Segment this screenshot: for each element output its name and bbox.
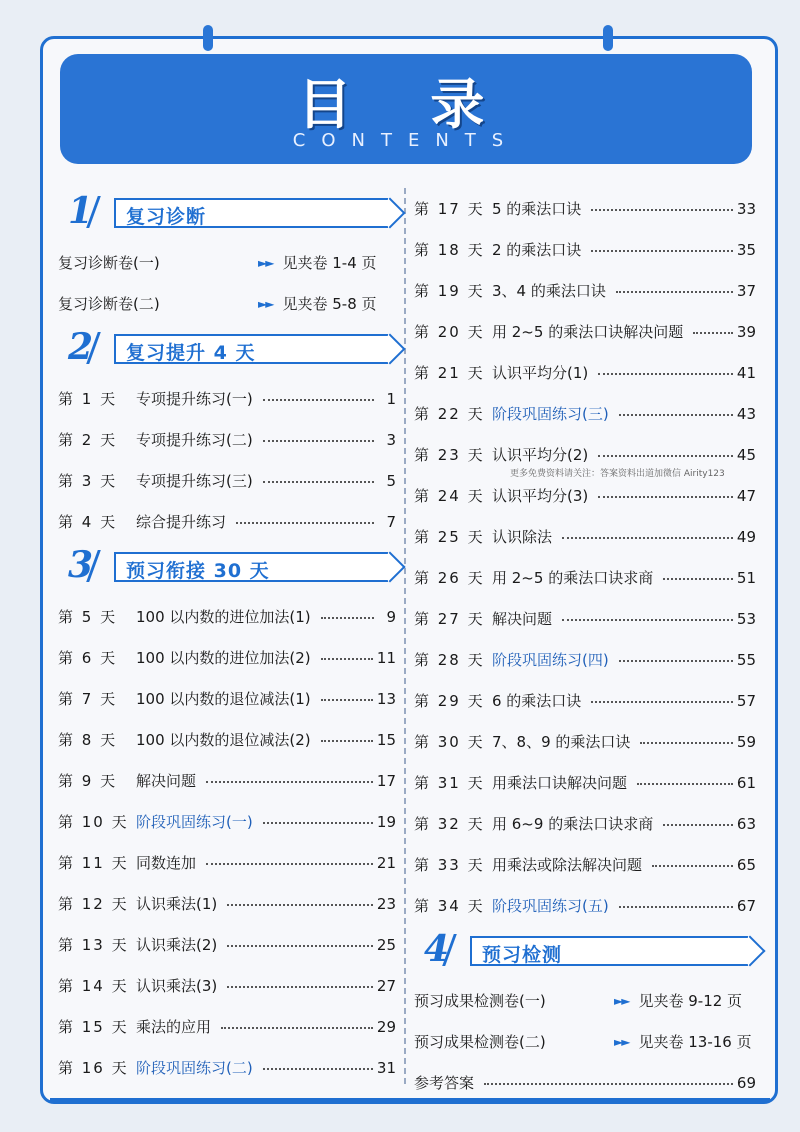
dot-leader [263, 816, 373, 824]
page-number: 51 [736, 568, 756, 587]
day-label: 第 18 天 [414, 241, 485, 259]
dot-leader [562, 531, 733, 539]
entry-title: 用 6~9 的乘法口诀求商 [492, 815, 654, 833]
page-number: 47 [736, 486, 756, 505]
ref-pages: 见夹卷 9-12 页 [638, 992, 743, 1010]
dot-leader [598, 490, 733, 498]
toc-entry[interactable] [58, 1047, 396, 1088]
toc-list [414, 188, 756, 926]
entry-title: 用 2~5 的乘法口诀解决问题 [492, 323, 684, 341]
page-number: 29 [376, 1017, 396, 1036]
entry-title: 用乘法口诀解决问题 [492, 774, 628, 792]
day-label: 第 32 天 [414, 815, 485, 833]
toc-entry[interactable] [414, 311, 756, 352]
dot-leader [591, 203, 733, 211]
dot-leader [598, 367, 733, 375]
entry-title: 专项提升练习(三) [136, 472, 253, 490]
toc-entry[interactable] [414, 352, 756, 393]
section-label-box [470, 936, 748, 966]
page-number: 63 [736, 814, 756, 833]
day-label: 第 21 天 [414, 364, 485, 382]
toc-entry[interactable] [414, 803, 756, 844]
entry-title: 100 以内数的退位减法(2) [136, 731, 311, 749]
toc-entry[interactable] [58, 637, 396, 678]
dot-leader [663, 818, 733, 826]
entry-title: 7、8、9 的乘法口诀 [492, 733, 631, 751]
entry-title: 用 2~5 的乘法口诀求商 [492, 569, 654, 587]
day-label: 第 29 天 [414, 692, 485, 710]
page-number: 25 [376, 935, 396, 954]
page-number: 33 [736, 199, 756, 218]
entry-title: 100 以内数的退位减法(1) [136, 690, 311, 708]
dot-leader [321, 652, 373, 660]
day-label: 第 14 天 [58, 977, 129, 995]
entry-title: 2 的乘法口诀 [492, 241, 582, 259]
day-label: 第 23 天 [414, 446, 485, 464]
dot-leader [321, 734, 373, 742]
entry-title: 阶段巩固练习(一) [136, 813, 253, 831]
dot-leader [562, 613, 733, 621]
page-number: 69 [736, 1073, 756, 1092]
day-label: 第 20 天 [414, 323, 485, 341]
page-number: 7 [386, 512, 396, 531]
toc-entry[interactable] [414, 270, 756, 311]
section-1-header [58, 190, 396, 232]
dot-leader [206, 857, 373, 865]
section-3-header [58, 544, 396, 586]
page-number: 31 [376, 1058, 396, 1077]
entry-title: 解决问题 [136, 772, 197, 790]
right-column [414, 188, 756, 1103]
toc-entry[interactable] [58, 924, 396, 965]
toc-entry[interactable] [414, 639, 756, 680]
left-column [58, 188, 396, 1088]
dot-leader [652, 859, 733, 867]
page-number: 39 [736, 322, 756, 341]
toc-entry[interactable] [414, 393, 756, 434]
dot-leader [236, 516, 374, 524]
binder-pin [603, 25, 613, 51]
dot-leader [663, 572, 733, 580]
column-divider [404, 188, 406, 1084]
entry-title: 解决问题 [492, 610, 553, 628]
day-label: 第 13 天 [58, 936, 129, 954]
entry-title: 3、4 的乘法口诀 [492, 282, 606, 300]
section-4-header [414, 928, 756, 970]
page-number: 49 [736, 527, 756, 546]
toc-entry[interactable] [58, 419, 396, 460]
double-arrow-icon: ►► [258, 296, 273, 311]
toc-entry[interactable] [414, 762, 756, 803]
entry-title: 5 的乘法口诀 [492, 200, 582, 218]
day-label: 第 27 天 [414, 610, 485, 628]
section-label: 预习检测 [482, 944, 563, 966]
section-number: 2 [68, 326, 94, 368]
day-label: 第 15 天 [58, 1018, 129, 1036]
day-label: 第 11 天 [58, 854, 129, 872]
toc-entry[interactable] [414, 557, 756, 598]
day-label: 第 26 天 [414, 569, 485, 587]
dot-leader [619, 900, 733, 908]
page-number: 55 [736, 650, 756, 669]
entry-title: 乘法的应用 [136, 1018, 212, 1036]
entry-title: 6 的乘法口诀 [492, 692, 582, 710]
page-number: 45 [736, 445, 756, 464]
entry-title: 阶段巩固练习(四) [492, 651, 609, 669]
section-label: 复习诊断 [126, 206, 207, 228]
page-number: 3 [386, 430, 396, 449]
section-number: 3 [68, 544, 94, 586]
day-label: 第 24 天 [414, 487, 485, 505]
entry-title: 100 以内数的进位加法(1) [136, 608, 311, 626]
dot-leader [227, 939, 373, 947]
section-label-box [114, 334, 388, 364]
bottom-border [50, 1098, 770, 1108]
day-label: 第 30 天 [414, 733, 485, 751]
day-label: 第 6 天 [58, 649, 118, 667]
entry-title: 阶段巩固练习(五) [492, 897, 609, 915]
dot-leader [221, 1021, 373, 1029]
entry-title: 专项提升练习(一) [136, 390, 253, 408]
ref-name: 预习成果检测卷(一) [414, 992, 546, 1010]
toc-entry[interactable] [58, 760, 396, 801]
toc-entry[interactable] [414, 721, 756, 762]
toc-entry[interactable] [58, 965, 396, 1006]
page-number: 5 [386, 471, 396, 490]
entry-title: 用乘法或除法解决问题 [492, 856, 643, 874]
page-number: 53 [736, 609, 756, 628]
dot-leader [619, 408, 733, 416]
ref-item[interactable] [58, 283, 396, 324]
toc-entry[interactable] [58, 501, 396, 542]
page-number: 15 [376, 730, 396, 749]
watermark-text: 更多免费资料请关注：答案资料出道加微信 Airity123 [510, 469, 725, 479]
day-label: 第 31 天 [414, 774, 485, 792]
dot-leader [263, 1062, 373, 1070]
ref-item[interactable] [414, 980, 756, 1021]
day-label: 第 22 天 [414, 405, 485, 423]
ref-name: 复习诊断卷(二) [58, 295, 160, 313]
day-label: 第 33 天 [414, 856, 485, 874]
entry-title: 综合提升练习 [136, 513, 227, 531]
dot-leader [263, 393, 374, 401]
page-number: 21 [376, 853, 396, 872]
page-title: 目 录 [297, 73, 515, 136]
page-number: 57 [736, 691, 756, 710]
dot-leader [637, 777, 733, 785]
entry-title: 认识除法 [492, 528, 553, 546]
binder-pin [203, 25, 213, 51]
page-subtitle: CONTENTS [292, 130, 520, 151]
day-label: 第 28 天 [414, 651, 485, 669]
day-label: 第 2 天 [58, 431, 118, 449]
toc-entry[interactable] [58, 596, 396, 637]
toc-entry[interactable] [58, 719, 396, 760]
ref-pages: 见夹卷 5-8 页 [282, 295, 377, 313]
double-arrow-icon: ►► [258, 255, 273, 270]
page-number: 37 [736, 281, 756, 300]
entry-title: 认识乘法(2) [136, 936, 218, 954]
section-number: 1 [68, 190, 94, 232]
page-number: 65 [736, 855, 756, 874]
entry-title: 认识乘法(3) [136, 977, 218, 995]
toc-entry[interactable] [58, 801, 396, 842]
day-label: 第 7 天 [58, 690, 118, 708]
day-label: 第 25 天 [414, 528, 485, 546]
toc-entry[interactable] [58, 842, 396, 883]
ref-name: 复习诊断卷(一) [58, 254, 160, 272]
dot-leader [640, 736, 733, 744]
dot-leader [263, 434, 374, 442]
ref-item[interactable] [414, 1021, 756, 1062]
section-label: 复习提升 4 天 [126, 342, 256, 364]
dot-leader [616, 285, 733, 293]
page-number: 35 [736, 240, 756, 259]
toc-entry[interactable] [414, 516, 756, 557]
dot-leader [263, 475, 374, 483]
dot-leader [598, 449, 733, 457]
page-number: 43 [736, 404, 756, 423]
section-label: 预习衔接 30 天 [126, 560, 270, 582]
day-label: 第 19 天 [414, 282, 485, 300]
toc-entry[interactable] [414, 475, 756, 516]
day-label: 第 8 天 [58, 731, 118, 749]
day-label: 第 3 天 [58, 472, 118, 490]
section-label-box [114, 552, 388, 582]
toc-entry[interactable] [414, 844, 756, 885]
toc-entry[interactable] [414, 188, 756, 229]
entry-title: 阶段巩固练习(三) [492, 405, 609, 423]
dot-leader [693, 326, 733, 334]
day-label: 第 16 天 [58, 1059, 129, 1077]
ref-pages: 见夹卷 1-4 页 [282, 254, 377, 272]
ref-name: 预习成果检测卷(二) [414, 1033, 546, 1051]
page-number: 11 [376, 648, 396, 667]
dot-leader [321, 611, 374, 619]
answers-entry[interactable] [414, 1062, 756, 1103]
page-number: 19 [376, 812, 396, 831]
page-number: 13 [376, 689, 396, 708]
entry-title: 认识乘法(1) [136, 895, 218, 913]
dot-leader [619, 654, 733, 662]
entry-title: 专项提升练习(二) [136, 431, 253, 449]
day-label: 第 17 天 [414, 200, 485, 218]
page-number: 61 [736, 773, 756, 792]
day-label: 第 12 天 [58, 895, 129, 913]
day-label: 第 1 天 [58, 390, 118, 408]
double-arrow-icon: ►► [614, 993, 629, 1008]
title-banner [60, 54, 752, 164]
toc-entry[interactable] [414, 598, 756, 639]
day-label: 第 4 天 [58, 513, 118, 531]
page-number: 59 [736, 732, 756, 751]
entry-title: 认识平均分(2) [492, 446, 589, 464]
ref-item[interactable] [58, 242, 396, 283]
toc-entry[interactable] [414, 885, 756, 926]
entry-title: 认识平均分(3) [492, 487, 589, 505]
page-number: 67 [736, 896, 756, 915]
section-number: 4 [424, 928, 450, 970]
toc-list [58, 378, 396, 542]
dot-leader [227, 980, 373, 988]
answers-title: 参考答案 [414, 1074, 475, 1092]
section-2-header [58, 326, 396, 368]
page-number: 23 [376, 894, 396, 913]
ref-pages: 见夹卷 13-16 页 [638, 1033, 752, 1051]
dot-leader [484, 1077, 733, 1085]
toc-entry[interactable] [58, 883, 396, 924]
page-number: 17 [376, 771, 396, 790]
day-label: 第 5 天 [58, 608, 118, 626]
dot-leader [321, 693, 373, 701]
dot-leader [591, 244, 733, 252]
page-number: 1 [386, 389, 396, 408]
toc-entry[interactable] [414, 229, 756, 270]
page-number: 27 [376, 976, 396, 995]
day-label: 第 9 天 [58, 772, 118, 790]
entry-title: 100 以内数的进位加法(2) [136, 649, 311, 667]
page-number: 41 [736, 363, 756, 382]
toc-list [58, 596, 396, 1088]
toc-entry[interactable] [414, 680, 756, 721]
toc-entry[interactable] [58, 378, 396, 419]
dot-leader [591, 695, 733, 703]
entry-title: 认识平均分(1) [492, 364, 589, 382]
day-label: 第 10 天 [58, 813, 129, 831]
toc-entry[interactable] [58, 1006, 396, 1047]
day-label: 第 34 天 [414, 897, 485, 915]
double-arrow-icon: ►► [614, 1034, 629, 1049]
entry-title: 同数连加 [136, 854, 197, 872]
toc-entry[interactable] [58, 460, 396, 501]
section-label-box [114, 198, 388, 228]
dot-leader [206, 775, 373, 783]
entry-title: 阶段巩固练习(二) [136, 1059, 253, 1077]
page-number: 9 [386, 607, 396, 626]
toc-entry[interactable] [58, 678, 396, 719]
dot-leader [227, 898, 373, 906]
